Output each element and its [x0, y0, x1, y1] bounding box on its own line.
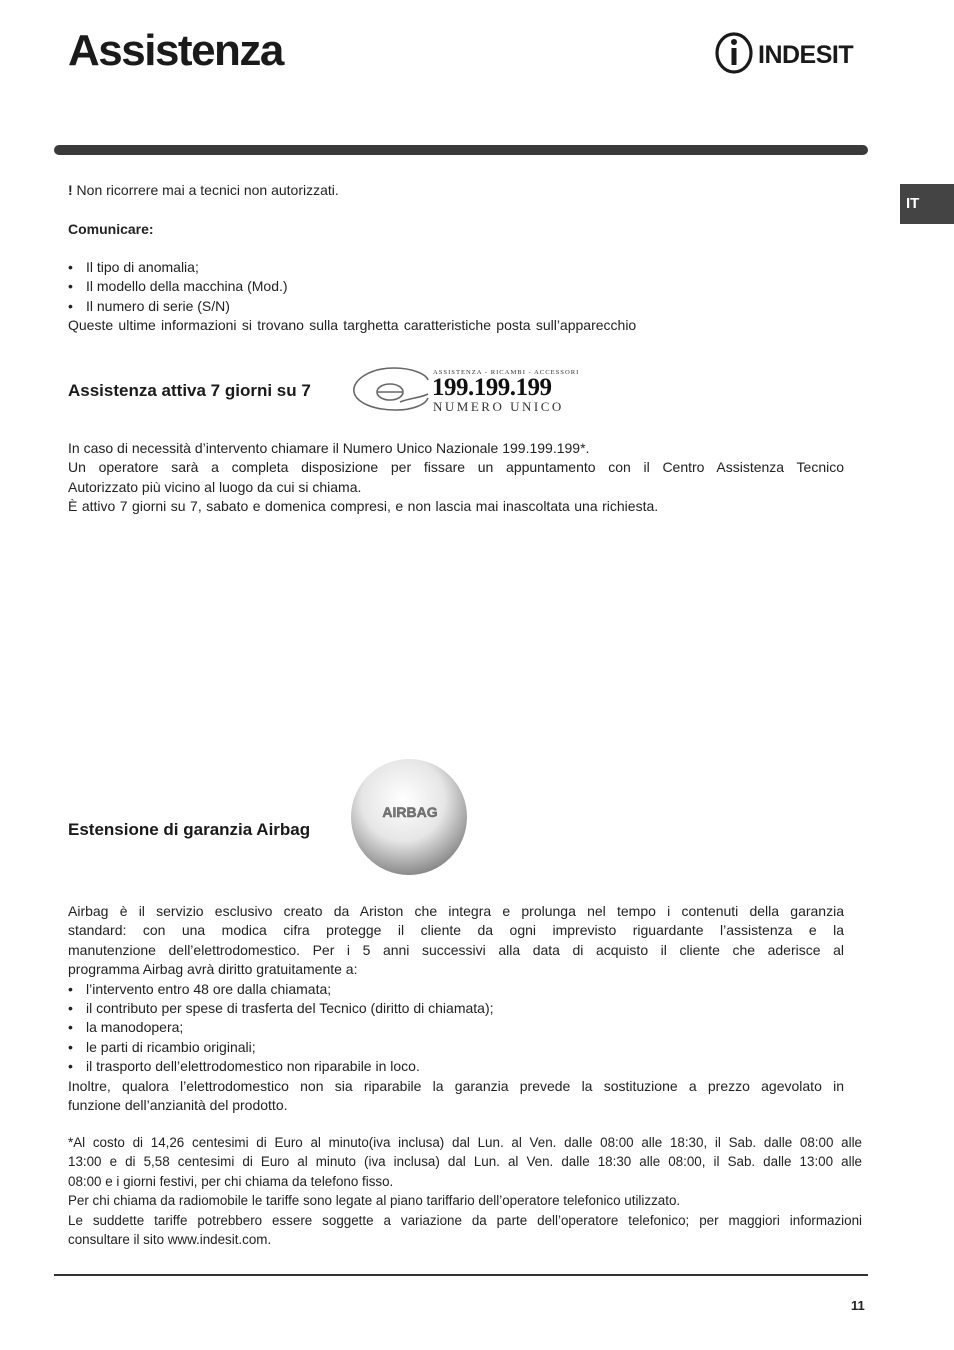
- paragraph-line: Autorizzato più vicino al luogo da cui si chiama.: [68, 478, 362, 495]
- indesit-logo: [714, 30, 874, 76]
- paragraph-line: programma Airbag avrà diritto gratuitamente a:: [68, 961, 358, 978]
- footnote-line: Le suddette tariffe potrebbero essere soggette a variazione da parte dell’operatore telefonico; per maggiori informazioni: [68, 1212, 862, 1228]
- list-item: • il contributo per spese di trasferta del Tecnico (diritto di chiamata);: [68, 1000, 494, 1017]
- footnote-line: Per chi chiama da radiomobile le tariffe sono legate al piano tariffario dell’operatore telefonico utilizzato.: [68, 1193, 681, 1209]
- assistance-paragraph: [68, 439, 844, 517]
- list-item: • le parti di ricambio originali;: [68, 1038, 256, 1055]
- paragraph-line: Un operatore sarà a completa disposizione per fissare un appuntamento con il Centro Assistenza Tecnico: [68, 459, 844, 476]
- footnote-line: *Al costo di 14,26 centesimi di Euro al minuto(iva inclusa) dal Lun. al Ven. dalle 08:00 alle 18:30, il Sab. dalle 08:00 alle: [68, 1135, 862, 1150]
- communicate-list: [68, 258, 844, 316]
- paragraph-line: Inoltre, qualora l’elettrodomestico non sia riparabile la garanzia prevede la sostituzione a prezzo agevolato in: [68, 1077, 844, 1094]
- airbag-logo: [348, 756, 470, 878]
- language-tab: IT: [900, 184, 954, 224]
- footnote-line: consultare il sito www.indesit.com.: [68, 1232, 272, 1248]
- communicate-note: Queste ultime informazioni si trovano sulla targhetta caratteristiche posta sull’apparecchio: [68, 317, 637, 333]
- footnote-line: 08:00 e i giorni festivi, per chi chiama da telefono fisso.: [68, 1173, 394, 1189]
- airbag-paragraph: [68, 902, 844, 1115]
- airbag-logo-text: AIRBAG: [382, 804, 438, 820]
- assistance-heading: Assistenza attiva 7 giorni su 7: [68, 381, 311, 400]
- brand-text: INDESIT: [758, 41, 854, 69]
- paragraph-line: standard: con una modica cifra protegge il cliente da ogni imprevisto riguardante l’assistenza e la: [68, 922, 844, 939]
- footnote-line: 13:00 e di 5,58 centesimi di Euro al minuto (iva inclusa) dal Lun. al Ven. dalle 18:30 alle 08:00, il Sab. dalle 13:00 alle: [68, 1154, 862, 1170]
- logo-top-text: ASSISTENZA - RICAMBI - ACCESSORI: [433, 369, 580, 376]
- logo-bottom-text: NUMERO UNICO: [433, 399, 564, 414]
- paragraph-line: In caso di necessità d’intervento chiamare il Numero Unico Nazionale 199.199.199*.: [68, 440, 590, 456]
- list-item: • l’intervento entro 48 ore dalla chiamata;: [68, 980, 332, 997]
- page-number: 11: [851, 1298, 865, 1313]
- footnote: [68, 1133, 862, 1249]
- telephone-icon: [354, 368, 428, 410]
- warning-note: [68, 181, 844, 200]
- airbag-heading: Estensione di garanzia Airbag: [68, 820, 311, 839]
- warning-text: Non ricorrere mai a tecnici non autorizzati.: [72, 182, 339, 198]
- list-item: • il trasporto dell’elettrodomestico non riparabile in loco.: [68, 1058, 420, 1075]
- paragraph-line: funzione dell’anzianità del prodotto.: [68, 1097, 288, 1114]
- logo-number-text: 199.199.199: [432, 374, 552, 401]
- paragraph-line: Airbag è il servizio esclusivo creato da Ariston che integra e prolunga nel tempo i contenuti della garanzia: [68, 903, 844, 919]
- paragraph-line: manutenzione dell’elettrodomestico. Per i 5 anni successivi alla data di acquisto il cliente che aderisce al: [68, 941, 844, 958]
- list-item: • Il tipo di anomalia;: [68, 259, 199, 275]
- phone-number-logo: [348, 362, 592, 418]
- page-title: Assistenza: [68, 26, 283, 75]
- list-item: • Il numero di serie (S/N): [68, 297, 230, 314]
- communicate-heading: Comunicare:: [68, 221, 154, 237]
- list-item: • la manodopera;: [68, 1019, 184, 1036]
- footer-divider: [54, 1274, 868, 1276]
- list-item: • Il modello della macchina (Mod.): [68, 278, 288, 295]
- header-divider: [54, 145, 868, 155]
- paragraph-line: È attivo 7 giorni su 7, sabato e domenica compresi, e non lascia mai inascoltata una richiesta.: [68, 498, 659, 515]
- warning-mark: !: [68, 182, 73, 198]
